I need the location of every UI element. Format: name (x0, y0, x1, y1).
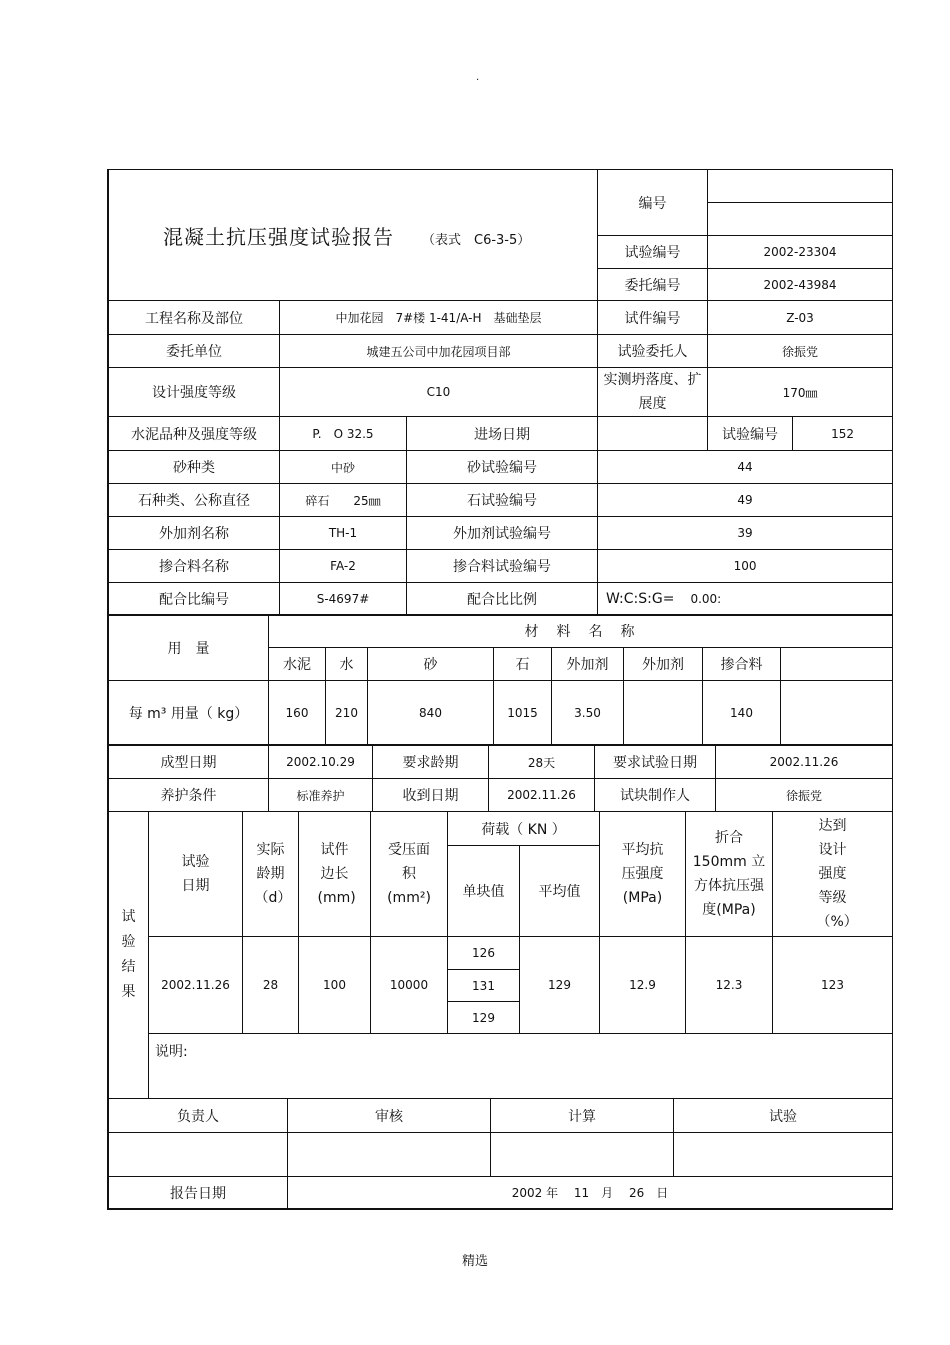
material-value: 1015 (494, 681, 552, 745)
sand-test: 44 (598, 451, 893, 484)
report-title-cell (109, 170, 598, 301)
sand-test-label: 砂试验编号 (407, 451, 598, 484)
report-date-label: 报告日期 (109, 1177, 288, 1209)
signature-table (108, 1098, 893, 1209)
mix-ratio-value: 0.00: (690, 592, 722, 606)
mold-date-label: 成型日期 (109, 746, 269, 779)
materials-table (108, 614, 893, 745)
recv-date-label: 收到日期 (373, 779, 489, 812)
req-age: 28天 (489, 746, 595, 779)
form-code: （表式 C6-3-5） (422, 232, 531, 248)
entrust-no-label: 委托编号 (598, 269, 708, 301)
material-header: 石 (494, 648, 552, 681)
cure-label: 养护条件 (109, 779, 269, 812)
material-names-label: 材 料 名 称 (269, 615, 893, 648)
admix-test: 39 (598, 517, 893, 550)
slump-label: 实测坍落度、扩展度 (598, 368, 708, 417)
usage-label: 用 量 (109, 615, 269, 681)
single-load: 126 (448, 937, 520, 970)
report-title: 混凝土抗压强度试验报告 (163, 224, 394, 249)
avg-strength: 12.9 (600, 937, 686, 1034)
material-value: 840 (368, 681, 494, 745)
top-mark: . (476, 72, 480, 83)
calc-signature (491, 1133, 674, 1177)
cure-value: 标准养护 (269, 779, 373, 812)
mix-ratio-cell (598, 583, 893, 616)
results-section-label: 试验结果 (109, 812, 149, 1099)
calc-label: 计算 (491, 1099, 674, 1133)
h-avg-strength: 平均抗压强度(MPa) (600, 812, 686, 937)
material-header (781, 648, 893, 681)
grade-label: 设计强度等级 (109, 368, 280, 417)
stone-test: 49 (598, 484, 893, 517)
mix-no-label: 配合比编号 (109, 583, 280, 616)
avg-load: 129 (520, 937, 600, 1034)
sand-value: 中砂 (280, 451, 407, 484)
req-test-date: 2002.11.26 (716, 746, 893, 779)
material-header: 砂 (368, 648, 494, 681)
admix-label: 外加剂名称 (109, 517, 280, 550)
h-area: 受压面积(mm²) (371, 812, 448, 937)
entry-date-label: 进场日期 (407, 417, 598, 451)
admix-test-label: 外加剂试验编号 (407, 517, 598, 550)
curing-table (108, 745, 893, 812)
cement-label: 水泥品种及强度等级 (109, 417, 280, 451)
cement-value: P. O 32.5 (280, 417, 407, 451)
converted-strength: 12.3 (686, 937, 773, 1034)
mix-ratio: W:C:S:G= (606, 591, 675, 607)
result-side: 100 (299, 937, 371, 1034)
client-person: 徐振党 (708, 335, 893, 368)
h-load: 荷载（ KN ） (448, 812, 600, 846)
responsible-signature (109, 1133, 288, 1177)
code-value-2 (708, 203, 893, 236)
info-table (108, 169, 893, 616)
mineral-test: 100 (598, 550, 893, 583)
code-value (708, 170, 893, 203)
project-value: 中加花园 7#楼 1-41/A-H 基础垫层 (280, 301, 598, 335)
material-value: 210 (326, 681, 368, 745)
material-header: 水 (326, 648, 368, 681)
material-value: 3.50 (552, 681, 624, 745)
material-value (624, 681, 703, 745)
cement-test-label: 试验编号 (708, 417, 793, 451)
material-value: 160 (269, 681, 326, 745)
review-label: 审核 (288, 1099, 491, 1133)
h-side-length: 试件边长(mm) (299, 812, 371, 937)
result-age: 28 (243, 937, 299, 1034)
client-value: 城建五公司中加花园项目部 (280, 335, 598, 368)
maker: 徐振党 (716, 779, 893, 812)
mix-no: S-4697# (280, 583, 407, 616)
single-load: 131 (448, 970, 520, 1002)
footer-text: 精选 (461, 1254, 488, 1269)
per-m3-label: 每 m³ 用量（ kg） (109, 681, 269, 745)
mineral-value: FA-2 (280, 550, 407, 583)
recv-date: 2002.11.26 (489, 779, 595, 812)
client-label: 委托单位 (109, 335, 280, 368)
entry-date (598, 417, 708, 451)
stone-label: 石种类、公称直径 (109, 484, 280, 517)
admix-value: TH-1 (280, 517, 407, 550)
review-signature (288, 1133, 491, 1177)
mineral-label: 掺合料名称 (109, 550, 280, 583)
test-signature (674, 1133, 893, 1177)
material-header: 掺合料 (703, 648, 781, 681)
test-no: 2002-23304 (708, 236, 893, 269)
h-reach-grade: 达到设计强度等级（%） (773, 812, 893, 937)
h-converted-strength: 折合150mm 立方体抗压强度(MPa) (686, 812, 773, 937)
cement-test: 152 (793, 417, 893, 451)
material-value: 140 (703, 681, 781, 745)
material-value (781, 681, 893, 745)
report-date: 2002 年 11 月 26 日 (288, 1177, 893, 1209)
responsible-label: 负责人 (109, 1099, 288, 1133)
h-actual-age: 实际龄期（d） (243, 812, 299, 937)
specimen-no: Z-03 (708, 301, 893, 335)
note-label: 说明: (149, 1034, 893, 1099)
h-test-date: 试验日期 (149, 812, 243, 937)
h-single: 单块值 (448, 846, 520, 937)
client-person-label: 试验委托人 (598, 335, 708, 368)
stone-test-label: 石试验编号 (407, 484, 598, 517)
project-label: 工程名称及部位 (109, 301, 280, 335)
reach-grade: 123 (773, 937, 893, 1034)
material-header: 外加剂 (624, 648, 703, 681)
material-header: 外加剂 (552, 648, 624, 681)
sand-label: 砂种类 (109, 451, 280, 484)
single-load: 129 (448, 1002, 520, 1034)
req-test-date-label: 要求试验日期 (595, 746, 716, 779)
slump-value: 170㎜ (708, 368, 893, 417)
test-no-label: 试验编号 (598, 236, 708, 269)
req-age-label: 要求龄期 (373, 746, 489, 779)
code-label: 编号 (598, 170, 708, 236)
result-date: 2002.11.26 (149, 937, 243, 1034)
entrust-no: 2002-43984 (708, 269, 893, 301)
results-table (108, 811, 893, 1099)
grade-value: C10 (280, 368, 598, 417)
specimen-no-label: 试件编号 (598, 301, 708, 335)
result-area: 10000 (371, 937, 448, 1034)
material-header: 水泥 (269, 648, 326, 681)
mix-ratio-label: 配合比比例 (407, 583, 598, 616)
mineral-test-label: 掺合料试验编号 (407, 550, 598, 583)
stone-value: 碎石 25㎜ (280, 484, 407, 517)
test-label: 试验 (674, 1099, 893, 1133)
maker-label: 试块制作人 (595, 779, 716, 812)
mold-date: 2002.10.29 (269, 746, 373, 779)
h-avg: 平均值 (520, 846, 600, 937)
